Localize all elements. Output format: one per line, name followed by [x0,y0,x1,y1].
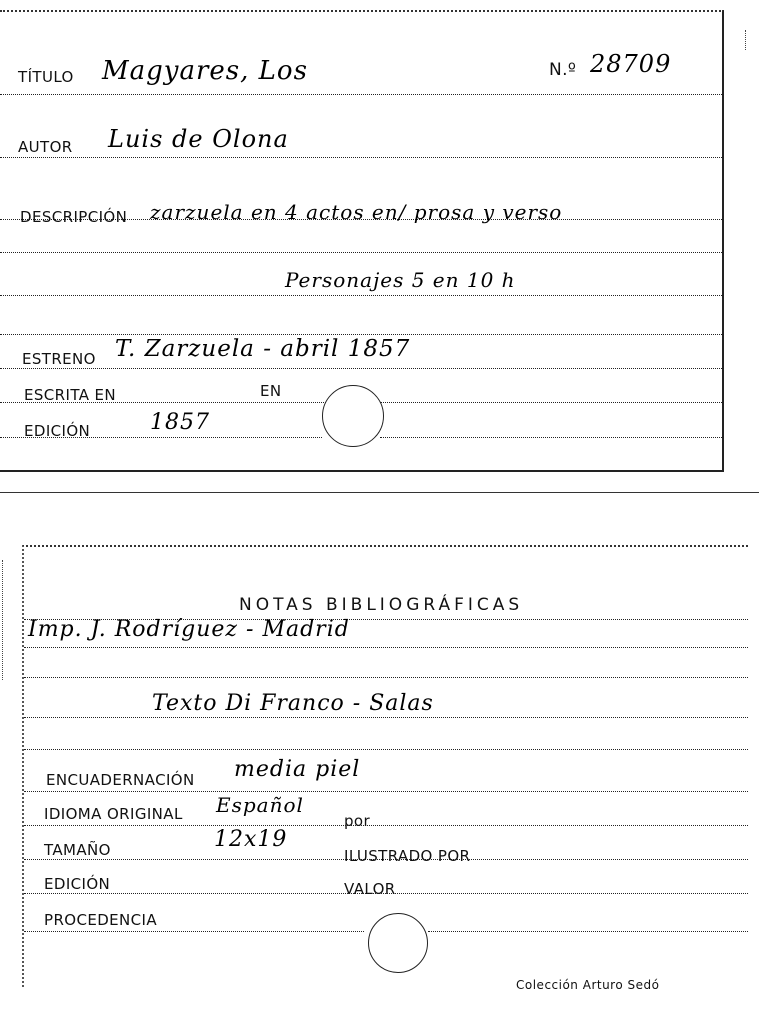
scan-edge [745,30,746,50]
note-line-2: Texto Di Franco - Salas [152,691,434,716]
encuadernacion-value: media piel [234,757,361,782]
procedencia-label: PROCEDENCIA [44,911,158,929]
ruled-line [0,295,722,296]
ruled-line [24,717,748,718]
ruled-line [24,791,748,792]
card-separator [0,492,759,493]
note-line-1: Imp. J. Rodríguez - Madrid [28,617,350,642]
ruled-line [24,749,748,750]
ruled-line [0,252,722,253]
edicion-label: EDICIÓN [24,422,91,440]
ruled-line [24,647,748,648]
escrita-en-label: ESCRITA EN [24,386,117,404]
ruled-line [0,94,722,95]
notas-heading: NOTAS BIBLIOGRÁFICAS [239,595,524,615]
collection-credit: Colección Arturo Sedó [516,978,660,992]
ruled-line [428,931,748,932]
autor-label: AUTOR [18,138,73,156]
titulo-label: TÍTULO [18,68,74,86]
ruled-line [24,677,748,678]
numero-value: 28709 [590,50,672,78]
estreno-value: T. Zarzuela - abril 1857 [115,336,411,362]
en-label: EN [260,382,282,400]
encuadernacion-label: ENCUADERNACIÓN [46,771,195,789]
por-label: por [344,812,371,830]
ruled-line [0,334,722,335]
edicion-value: 1857 [150,410,210,435]
numero-label: N.º [549,60,577,80]
idioma-value: Español [216,793,304,817]
descripcion-value-2: Personajes 5 en 10 h [285,268,516,292]
tamano-value: 12x19 [214,827,288,852]
idioma-label: IDIOMA ORIGINAL [44,805,183,823]
autor-value: Luis de Olona [108,125,289,153]
ruled-line [380,402,722,403]
estreno-label: ESTRENO [22,350,96,368]
punch-hole [322,385,384,447]
catalog-card-back [22,545,748,987]
punch-hole [368,913,428,973]
ruled-line [380,437,722,438]
ruled-line [0,368,722,369]
catalog-card-front [0,10,724,472]
ruled-line [24,825,748,826]
edicion-label-back: EDICIÓN [44,875,111,893]
ruled-line [0,157,722,158]
ruled-line [24,931,364,932]
valor-label: VALOR [344,880,396,898]
descripcion-label: DESCRIPCIÓN [20,208,128,226]
titulo-value: Magyares, Los [102,56,308,86]
scan-edge [2,560,3,680]
tamano-label: TAMAÑO [44,841,111,859]
descripcion-value: zarzuela en 4 actos en/ prosa y verso [150,200,563,224]
ilustrado-label: ILUSTRADO POR [344,847,471,865]
